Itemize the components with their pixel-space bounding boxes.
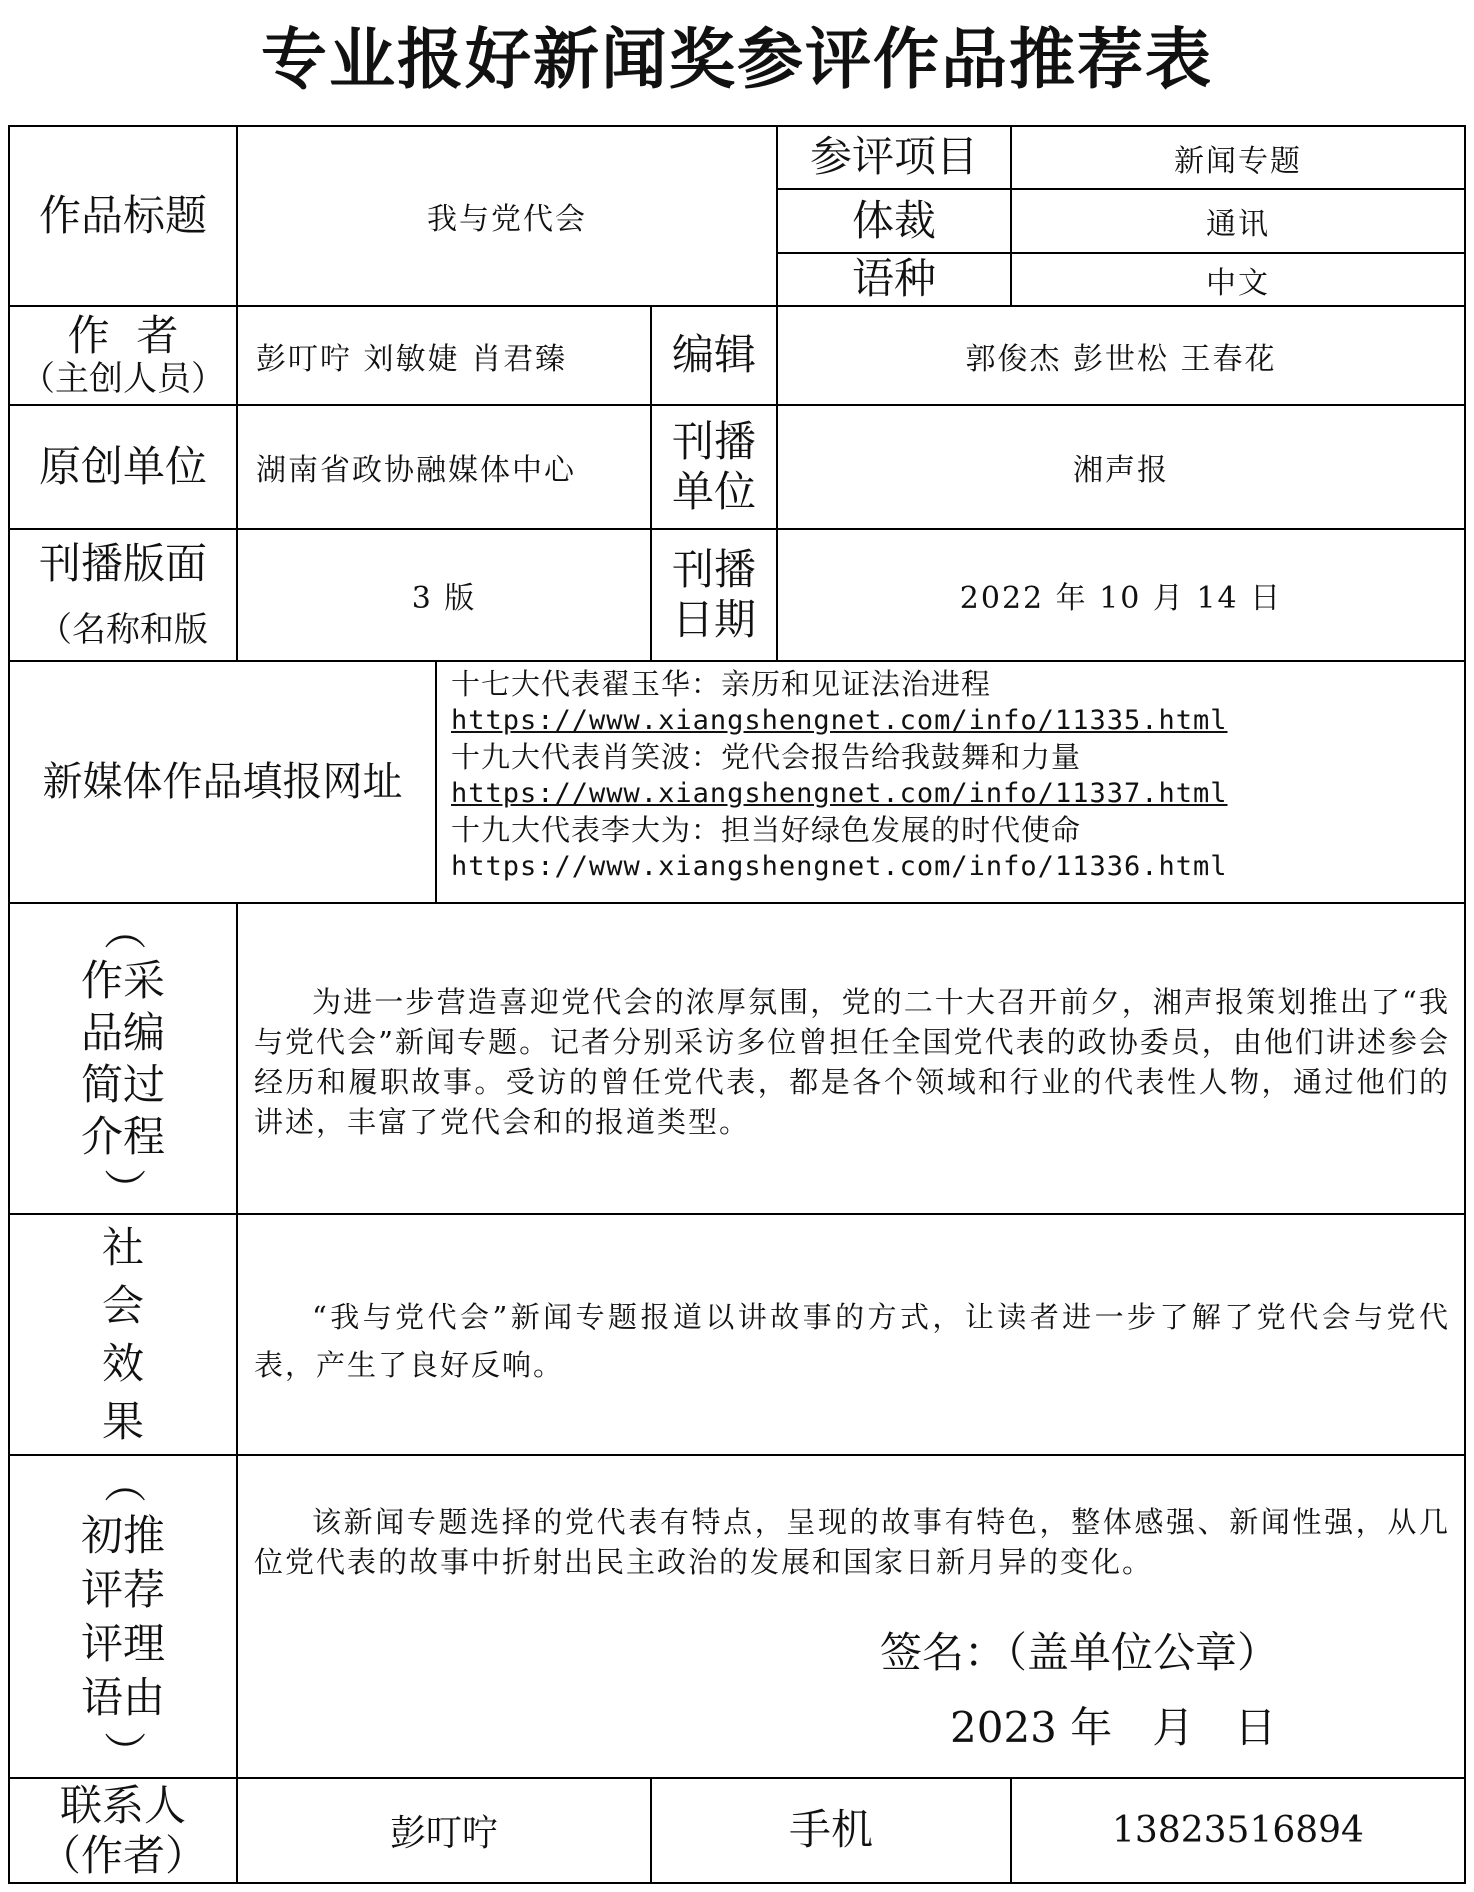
label-publish-page <box>10 530 236 660</box>
news-link-3[interactable]: https://www.xiangshengnet.com/info/11336.html <box>451 850 1228 882</box>
value-editors: 郭俊杰 彭世松 王春花 <box>965 341 1277 377</box>
label-publish-date <box>652 530 776 660</box>
label-publish-unit <box>652 406 776 528</box>
label-process-1: （ <box>98 907 148 950</box>
news-link-1[interactable]: https://www.xiangshengnet.com/info/11335.html <box>451 704 1228 736</box>
label-process-3: 品编 <box>80 1007 165 1057</box>
value-phone: 13823516894 <box>1112 1810 1364 1851</box>
value-publish-date: 2022 年 10 月 14 日 <box>959 581 1283 616</box>
label-recommend-5: 语由 <box>80 1672 165 1722</box>
value-contact: 彭叮咛 <box>389 1813 498 1854</box>
value-category: 新闻专题 <box>1174 143 1302 179</box>
label-recommend-2: 初推 <box>80 1510 165 1560</box>
label-phone: 手机 <box>788 1805 873 1855</box>
recommend-text: 该新闻专题选择的党代表有特点，呈现的故事有特色，整体感强、新闻性强，从几位党代表的故事中折射出民主政治的发展和国家日新月异的变化。 <box>254 1505 1450 1579</box>
social-effect-description <box>238 1215 1464 1454</box>
value-genre: 通讯 <box>1206 207 1270 242</box>
label-process <box>10 904 236 1213</box>
table-border-right <box>1464 125 1466 1884</box>
label-recommend-1: （ <box>98 1460 148 1503</box>
label-publish-date-1: 刊播 <box>671 544 756 594</box>
label-publish-date-2: 日期 <box>671 595 756 644</box>
label-social-1: 社 <box>101 1222 144 1272</box>
process-description <box>238 904 1464 1213</box>
label-social-2: 会 <box>101 1280 144 1330</box>
label-recommend <box>10 1456 236 1777</box>
label-original-unit: 原创单位 <box>38 441 207 491</box>
label-contact-1: 联系人 <box>59 1780 186 1830</box>
label-process-6: ） <box>98 1167 148 1210</box>
label-process-5: 介程 <box>80 1111 165 1161</box>
label-recommend-6: ） <box>98 1730 148 1773</box>
label-genre: 体裁 <box>851 195 936 245</box>
label-publish-unit-2: 单位 <box>671 467 756 516</box>
news-title-3: 十九大代表李大为：担当好绿色发展的时代使命 <box>451 813 1082 847</box>
page-title: 专业报好新闻奖参评作品推荐表 <box>261 21 1213 98</box>
label-publish-unit-1: 刊播 <box>671 416 756 466</box>
label-category: 参评项目 <box>809 132 978 182</box>
value-publish-page: 3 版 <box>411 581 477 616</box>
label-language: 语种 <box>851 254 936 304</box>
label-social-3: 效 <box>101 1338 144 1388</box>
label-new-media-url: 新媒体作品填报网址 <box>42 759 403 805</box>
label-author-line1: 作 者 <box>67 310 179 360</box>
label-process-2: 作采 <box>80 955 165 1005</box>
label-editor: 编辑 <box>671 330 756 380</box>
news-title-2: 十九大代表肖笑波：党代会报告给我鼓舞和力量 <box>451 740 1082 774</box>
label-process-4: 简过 <box>80 1059 165 1109</box>
value-language: 中文 <box>1206 265 1270 301</box>
value-authors: 彭叮咛 刘敏婕 肖君臻 <box>256 341 568 377</box>
label-recommend-4: 评理 <box>80 1618 165 1668</box>
process-text: 为进一步营造喜迎党代会的浓厚氛围，党的二十大召开前夕，湘声报策划推出了“我与党代会”新闻专题。记者分别采访多位曾担任全国党代表的政协委员，由他们讲述参会经历和履职故事。受访的曾任党代表，都是各个领域和行业的代表性人物，通过他们的讲述，丰富了党代会和的报道类型。 <box>254 985 1450 1139</box>
value-original-unit: 湖南省政协融媒体中心 <box>256 453 576 488</box>
label-publish-page-1: 刊播版面 <box>38 539 207 589</box>
signature-label: 签名：（盖单位公章） <box>880 1628 1280 1677</box>
value-work-title: 我与党代会 <box>427 202 587 237</box>
label-author-line2: （主创人员） <box>21 358 225 399</box>
news-link-2[interactable]: https://www.xiangshengnet.com/info/11337.html <box>451 777 1228 809</box>
table-border-bottom <box>8 1882 1466 1884</box>
label-recommend-3: 评荐 <box>80 1564 165 1614</box>
value-publish-unit: 湘声报 <box>1073 453 1169 488</box>
label-social-effect <box>10 1215 236 1454</box>
label-publish-page-2: （名称和版 <box>38 609 208 650</box>
label-work-title: 作品标题 <box>38 190 207 240</box>
sign-date: 2023 年 月 日 <box>950 1703 1277 1752</box>
label-contact <box>10 1779 236 1882</box>
news-title-1: 十七大代表翟玉华：亲历和见证法治进程 <box>451 667 992 701</box>
new-media-list <box>437 662 1464 902</box>
label-contact-2: （作者） <box>38 1830 207 1880</box>
social-effect-text: “我与党代会”新闻专题报道以讲故事的方式，让读者进一步了解了党代会与党代表，产生了良好反响。 <box>254 1300 1450 1382</box>
label-social-4: 果 <box>101 1396 144 1446</box>
label-author <box>10 307 236 404</box>
